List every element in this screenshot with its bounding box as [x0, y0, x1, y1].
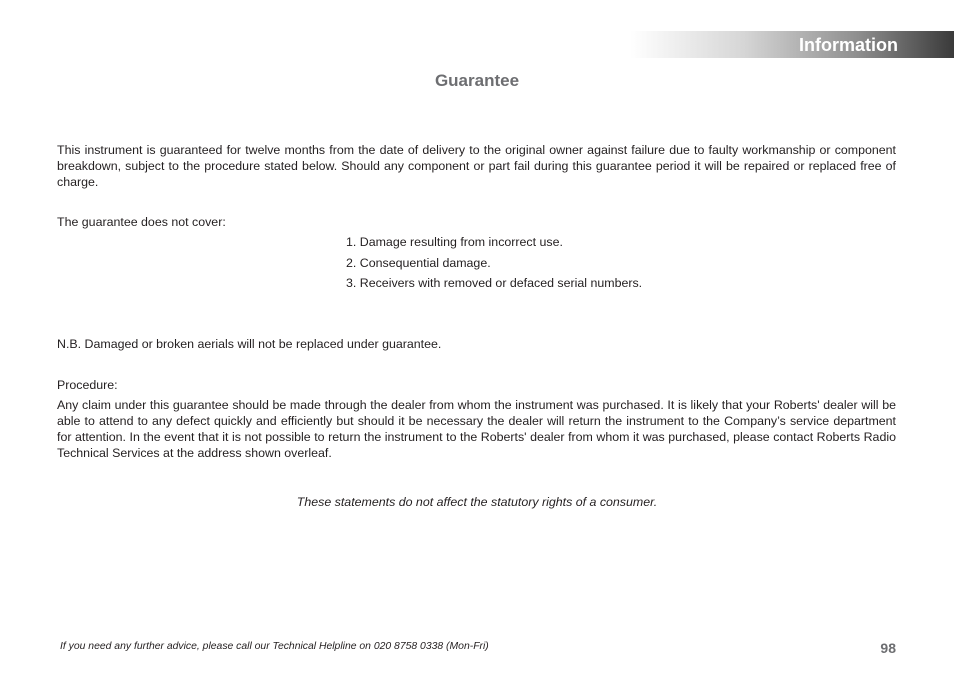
page-number: 98: [880, 640, 896, 656]
helpline-footer: If you need any further advice, please call our Technical Helpline on 020 8758 0338 (Mon-Fri): [60, 641, 489, 652]
list-item: 2. Consequential damage.: [346, 255, 491, 270]
nb-note: N.B. Damaged or broken aerials will not be replaced under guarantee.: [57, 337, 442, 351]
section-title: Information: [799, 35, 898, 55]
page-title: Guarantee: [434, 71, 520, 90]
section-header-bar: [630, 31, 954, 58]
list-item: 1. Damage resulting from incorrect use.: [346, 235, 563, 249]
statutory-note: These statements do not affect the statutory rights of a consumer.: [296, 495, 658, 509]
procedure-heading: Procedure:: [57, 378, 118, 392]
list-item: 3. Receivers with removed or defaced serial numbers.: [346, 276, 643, 290]
not-covered-heading: The guarantee does not cover:: [57, 215, 226, 229]
intro-paragraph: This instrument is guaranteed for twelve months from the date of delivery to the original owner against failure due to faulty workmanship or component breakdown, subject to the procedure stated below. Should any component or part fail during this guarantee period it will be repaired or replaced free of charge.: [57, 143, 896, 189]
not-covered-list: [346, 234, 642, 296]
procedure-paragraph: Any claim under this guarantee should be made through the dealer from whom the instrument was purchased. It is likely that your Roberts' dealer will be able to attend to any defect quickly and efficiently but should it be necessary the dealer will return the instrument to the Company’s service department for attention. In the event that it is not possible to return the instrument to the Roberts' dealer from whom it was purchased, please contact Roberts Radio Technical Services at the address shown overleaf.: [57, 398, 896, 460]
